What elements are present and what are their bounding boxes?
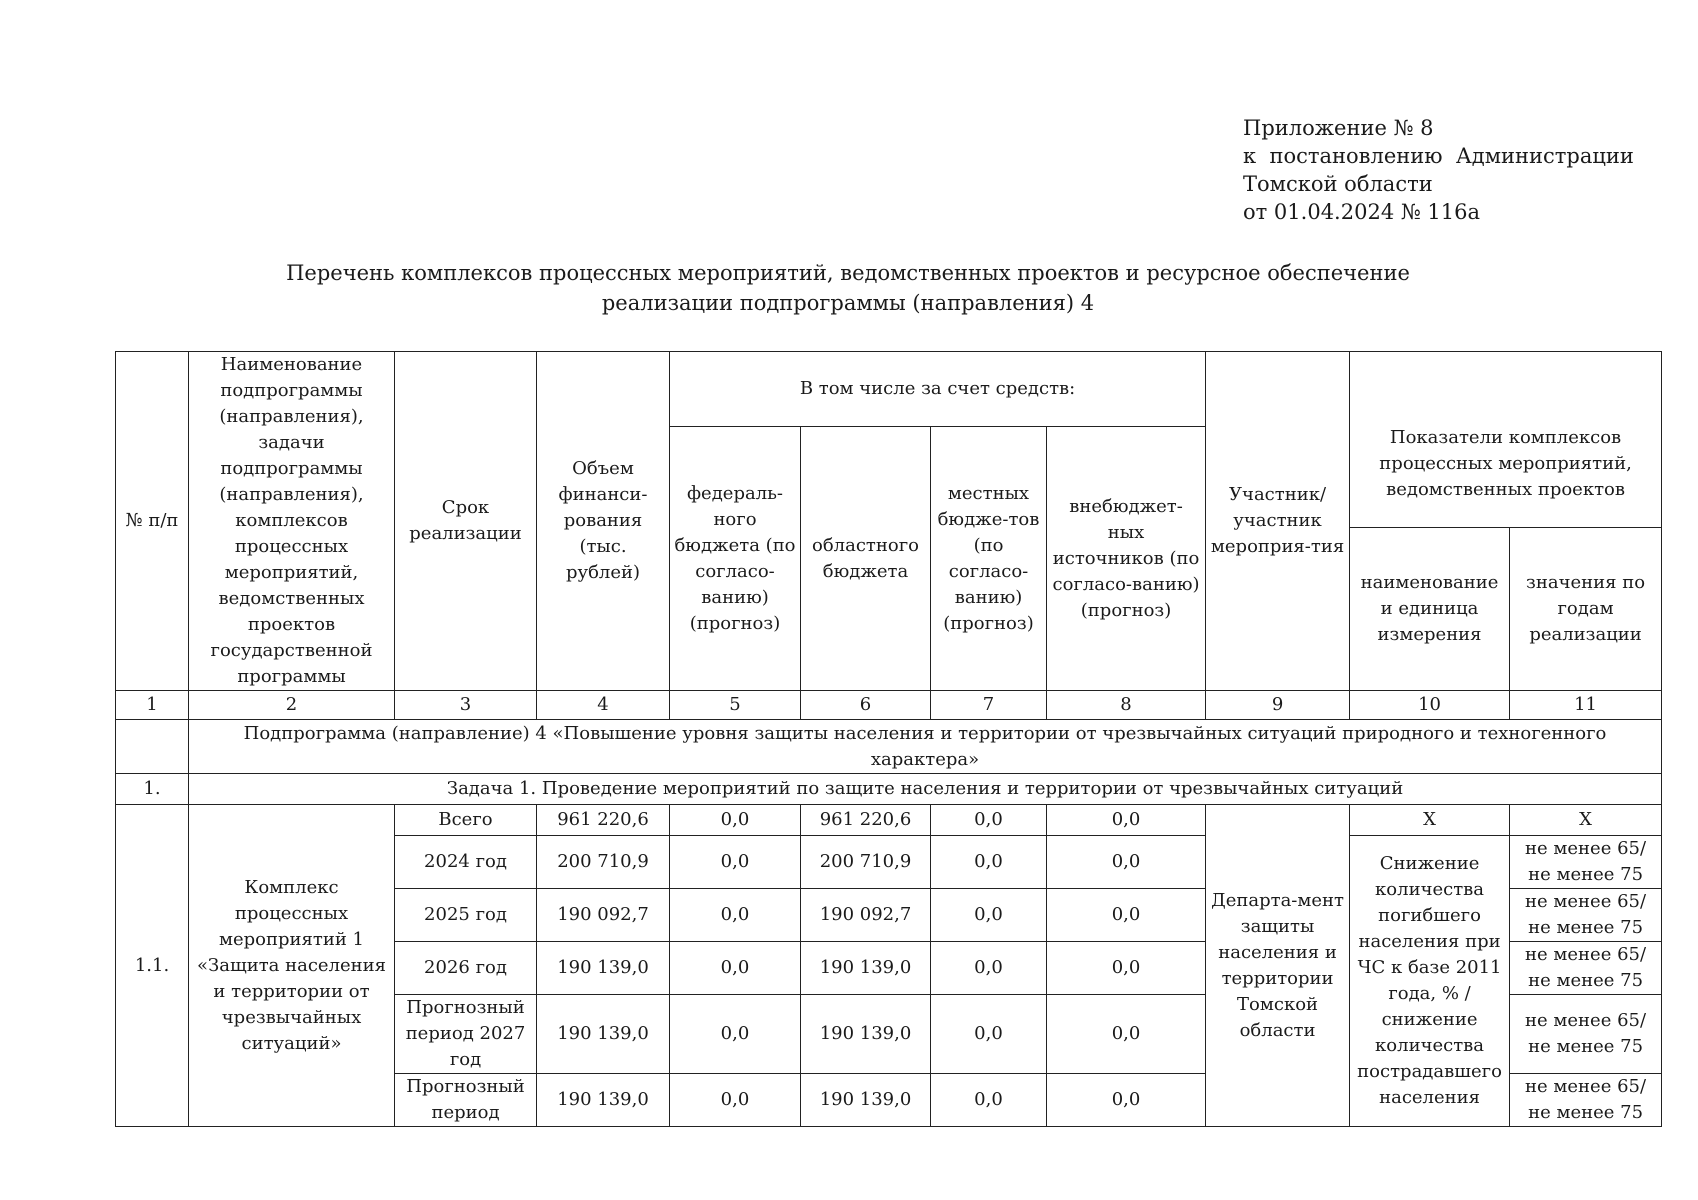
- column-number: 2: [189, 691, 395, 720]
- header-including: В том числе за счет средств:: [670, 352, 1206, 427]
- subprogram-row: [116, 720, 1662, 774]
- task-num: 1.: [116, 774, 189, 805]
- volume-cell: 190 092,7: [537, 889, 670, 942]
- column-number: 9: [1206, 691, 1350, 720]
- regional-cell: 190 139,0: [801, 942, 931, 995]
- title-line: реализации подпрограммы (направления) 4: [601, 291, 1095, 315]
- extra-cell: 0,0: [1047, 805, 1206, 836]
- header-participant: Участник/ участник мероприя-тия: [1206, 352, 1350, 691]
- title-line: Перечень комплексов процессных мероприятий, ведомственных проектов и ресурсное обеспечение: [286, 261, 1410, 285]
- header-extra: внебюджет-ных источников (по согласо-ванию) (прогноз): [1047, 427, 1206, 691]
- header-term: Срок реализации: [395, 352, 537, 691]
- period-cell: 2024 год: [395, 836, 537, 889]
- indicator-value-cell: не менее 65/ не менее 75: [1510, 995, 1662, 1074]
- period-cell: Всего: [395, 805, 537, 836]
- header-volume: Объем финанси-рования (тыс. рублей): [537, 352, 670, 691]
- indicator-value-cell: не менее 65/ не менее 75: [1510, 889, 1662, 942]
- indicator-name-cell: Снижение количества погибшего населения при ЧС к базе 2011 года, % / снижение количества пострадавшего населения: [1350, 836, 1510, 1127]
- period-cell: 2025 год: [395, 889, 537, 942]
- local-cell: 0,0: [931, 995, 1047, 1074]
- column-number: 5: [670, 691, 801, 720]
- indicator-value-cell: не менее 65/ не менее 75: [1510, 836, 1662, 889]
- volume-cell: 190 139,0: [537, 942, 670, 995]
- header-regional: областного бюджета: [801, 427, 931, 691]
- indicator-value-cell: не менее 65/ не менее 75: [1510, 942, 1662, 995]
- indicator-name-x: Х: [1350, 805, 1510, 836]
- header-federal: федераль-ного бюджета (по согласо-ванию) (прогноз): [670, 427, 801, 691]
- header-num: № п/п: [116, 352, 189, 691]
- indicator-value-x: Х: [1510, 805, 1662, 836]
- regional-cell: 190 139,0: [801, 1074, 931, 1127]
- column-number: 3: [395, 691, 537, 720]
- header-indicator-name: наименование и единица измерения: [1350, 528, 1510, 691]
- extra-cell: 0,0: [1047, 942, 1206, 995]
- task-title: Задача 1. Проведение мероприятий по защите населения и территории от чрезвычайных ситуаций: [189, 774, 1662, 805]
- local-cell: 0,0: [931, 1074, 1047, 1127]
- header-row: [116, 352, 1662, 427]
- federal-cell: 0,0: [670, 836, 801, 889]
- federal-cell: 0,0: [670, 942, 801, 995]
- local-cell: 0,0: [931, 805, 1047, 836]
- local-cell: 0,0: [931, 889, 1047, 942]
- participant-cell: Департа-мент защиты населения и территории Томской области: [1206, 805, 1350, 1127]
- column-number: 6: [801, 691, 931, 720]
- subprogram-num-cell: [116, 720, 189, 774]
- column-number: 4: [537, 691, 670, 720]
- local-cell: 0,0: [931, 942, 1047, 995]
- appendix-line: от 01.04.2024 № 116а: [1243, 200, 1480, 224]
- federal-cell: 0,0: [670, 805, 801, 836]
- regional-cell: 961 220,6: [801, 805, 931, 836]
- appendix-line: Томской области: [1243, 172, 1433, 196]
- appendix-block: [1243, 114, 1634, 226]
- indicator-value-cell: не менее 65/ не менее 75: [1510, 1074, 1662, 1127]
- extra-cell: 0,0: [1047, 995, 1206, 1074]
- header-indicator-values: значения по годам реализации: [1510, 528, 1662, 691]
- period-cell: Прогнозный период 2027 год: [395, 995, 537, 1074]
- column-numbers-row: [116, 691, 1662, 720]
- federal-cell: 0,0: [670, 889, 801, 942]
- local-cell: 0,0: [931, 836, 1047, 889]
- extra-cell: 0,0: [1047, 836, 1206, 889]
- regional-cell: 190 092,7: [801, 889, 931, 942]
- document-title: [150, 258, 1546, 318]
- complex-num: 1.1.: [116, 805, 189, 1127]
- regional-cell: 200 710,9: [801, 836, 931, 889]
- subprogram-title: Подпрограмма (направление) 4 «Повышение уровня защиты населения и территории от чрезвычайных ситуаций природного и техногенного характера»: [189, 720, 1662, 774]
- column-number: 8: [1047, 691, 1206, 720]
- program-table: [115, 351, 1662, 1127]
- appendix-line: Приложение № 8: [1243, 116, 1434, 140]
- period-cell: Прогнозный период: [395, 1074, 537, 1127]
- federal-cell: 0,0: [670, 995, 801, 1074]
- column-number: 1: [116, 691, 189, 720]
- volume-cell: 190 139,0: [537, 995, 670, 1074]
- volume-cell: 190 139,0: [537, 1074, 670, 1127]
- task-row: [116, 774, 1662, 805]
- volume-cell: 200 710,9: [537, 836, 670, 889]
- volume-cell: 961 220,6: [537, 805, 670, 836]
- column-number: 11: [1510, 691, 1662, 720]
- column-number: 10: [1350, 691, 1510, 720]
- header-indicators: Показатели комплексов процессных мероприятий, ведомственных проектов: [1350, 352, 1662, 528]
- appendix-line: к постановлению Администрации: [1243, 144, 1634, 168]
- extra-cell: 0,0: [1047, 1074, 1206, 1127]
- header-local: местных бюдже-тов (по согласо-ванию) (прогноз): [931, 427, 1047, 691]
- complex-name: Комплекс процессных мероприятий 1 «Защита населения и территории от чрезвычайных ситуаций»: [189, 805, 395, 1127]
- header-name: Наименование подпрограммы (направления), задачи подпрограммы (направления), комплексов процессных мероприятий, ведомственных проектов государственной программы: [189, 352, 395, 691]
- data-row: [116, 805, 1662, 836]
- period-cell: 2026 год: [395, 942, 537, 995]
- column-number: 7: [931, 691, 1047, 720]
- extra-cell: 0,0: [1047, 889, 1206, 942]
- federal-cell: 0,0: [670, 1074, 801, 1127]
- regional-cell: 190 139,0: [801, 995, 931, 1074]
